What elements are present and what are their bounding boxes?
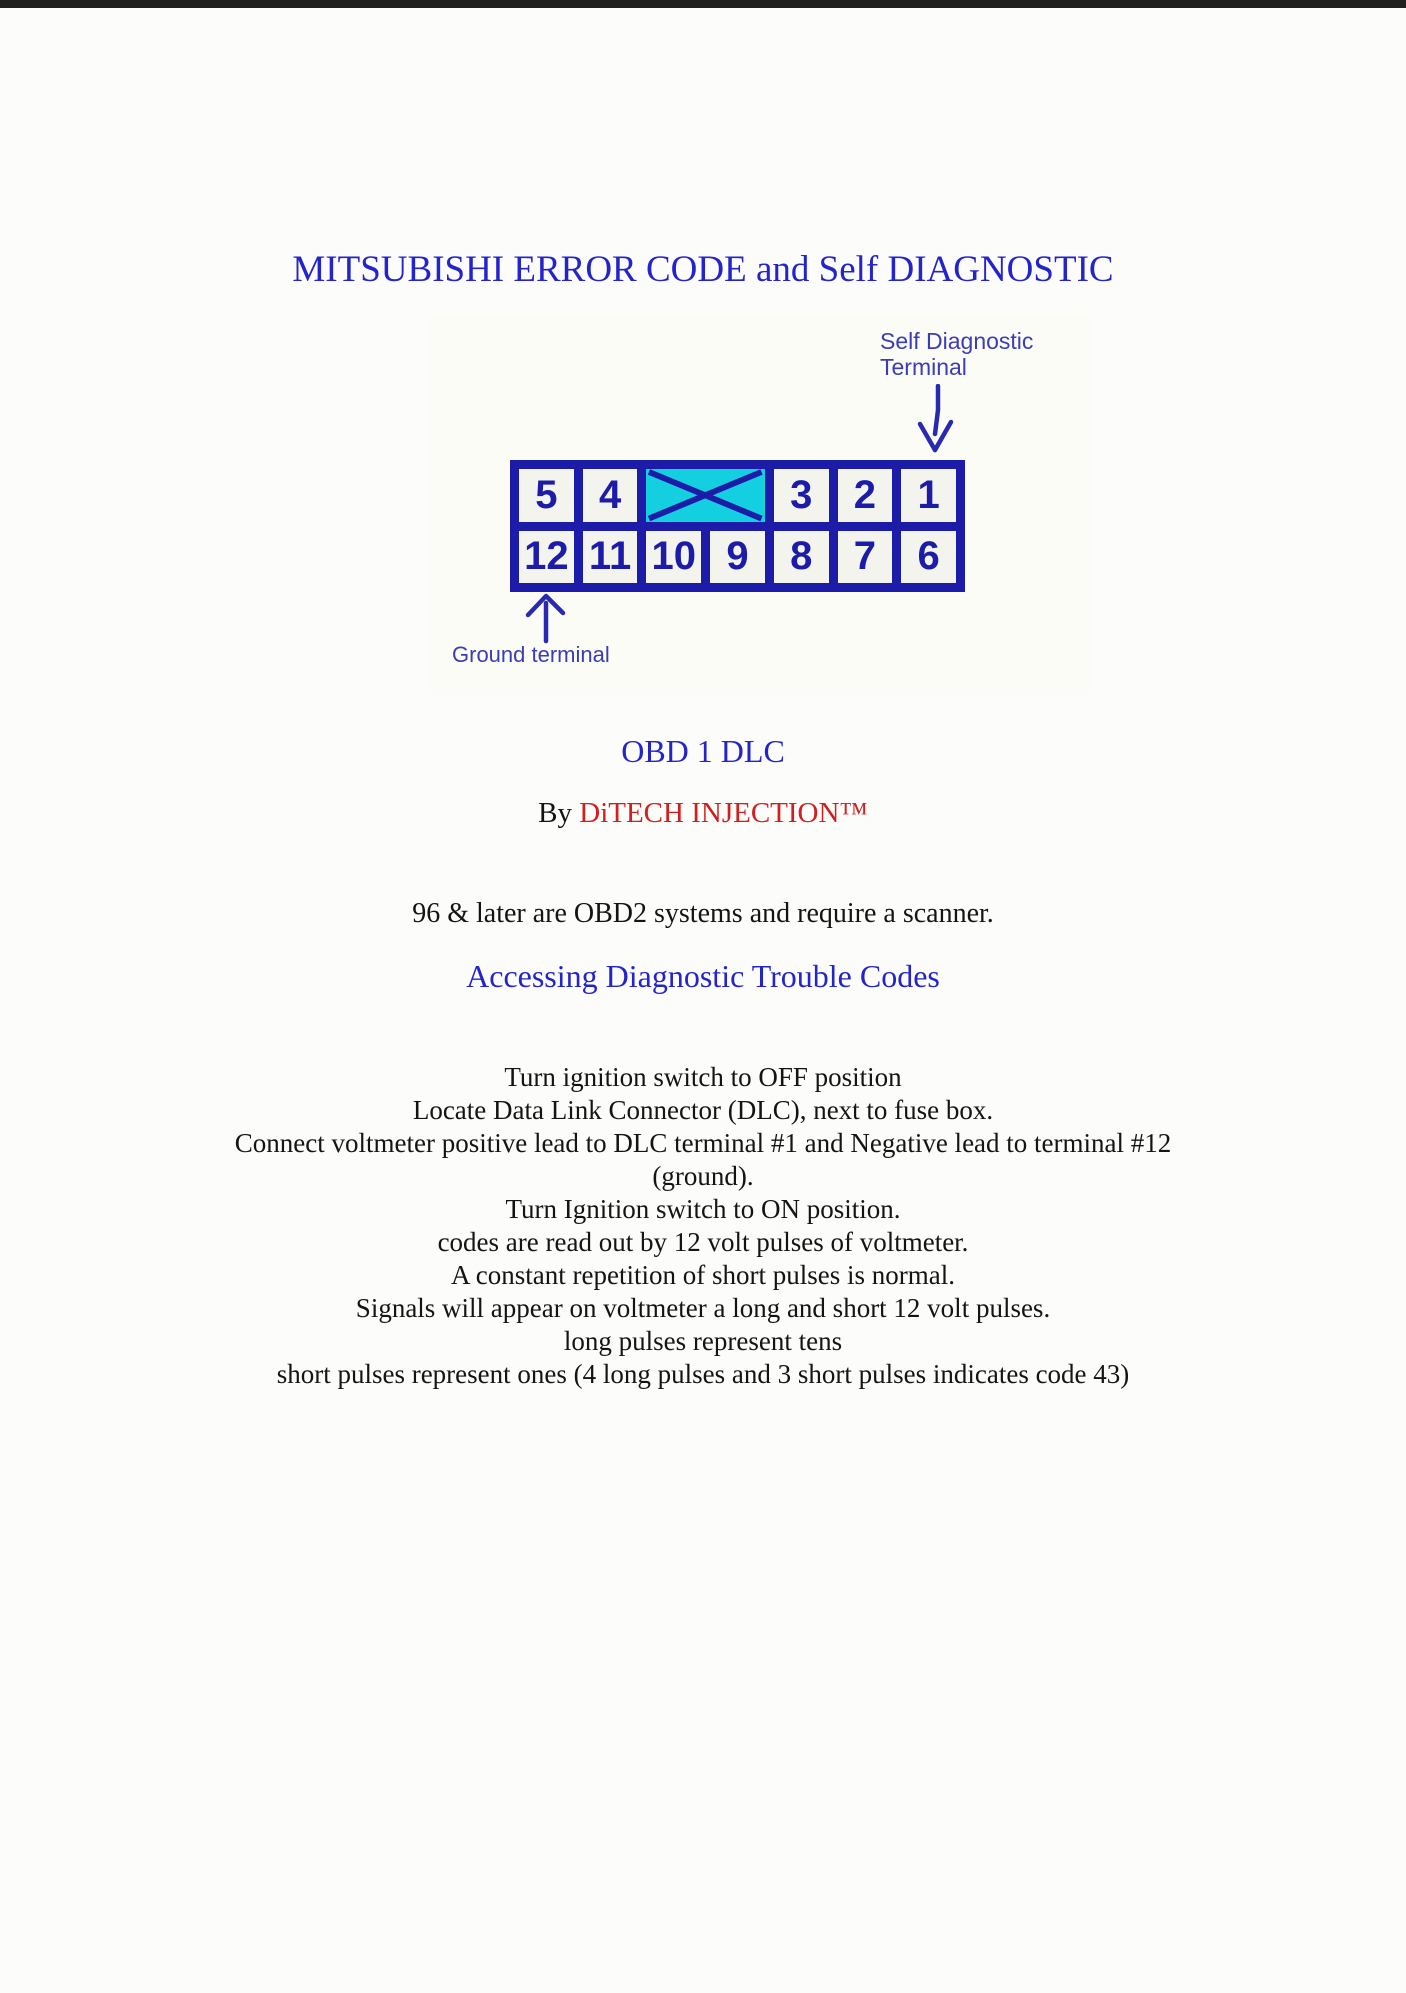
dlc-diagram [430,315,1090,690]
accessing-codes-heading: Accessing Diagnostic Trouble Codes [466,958,940,994]
terminal-cell-11: 11 [583,531,638,584]
page-title: MITSUBISHI ERROR CODE and Self DIAGNOSTIC [292,249,1114,290]
instruction-line: short pulses represent ones (4 long pulses and 3 short pulses indicates code 43) [276,1359,1130,1389]
instruction-line: Locate Data Link Connector (DLC), next to fuse box. [412,1095,994,1125]
obd1-dlc-heading: OBD 1 DLC [621,733,785,769]
terminal-cell-2: 2 [838,469,893,522]
byline [0,797,1406,830]
self-diagnostic-label-line1: Self Diagnostic [880,328,1034,354]
instruction-line: Turn Ignition switch to ON position. [505,1194,901,1224]
terminal-cell-5: 5 [519,469,574,522]
instruction-line: Connect voltmeter positive lead to DLC terminal #1 and Negative lead to terminal #12 [234,1128,1172,1158]
self-diagnostic-label-line2: Terminal [880,354,967,380]
terminal-cell-8: 8 [774,531,829,584]
byline-prefix: By [538,797,580,829]
self-diagnostic-terminal-label [880,328,1033,380]
x-mark-icon [646,469,764,522]
down-arrow-icon [904,384,960,456]
instruction-line: (ground). [652,1161,754,1191]
terminal-cell-12: 12 [519,531,574,584]
instruction-line: A constant repetition of short pulses is normal. [451,1260,955,1290]
up-arrow-icon [516,591,572,645]
instruction-line: Turn ignition switch to OFF position [504,1062,902,1092]
instruction-line: long pulses represent tens [563,1326,843,1356]
terminal-cell-7: 7 [838,531,893,584]
terminal-cell-9: 9 [710,531,765,584]
unused-crossed-cell [646,469,764,522]
instructions-block [0,1061,1406,1391]
ground-terminal-label: Ground terminal [452,642,610,667]
obd2-note: 96 & later are OBD2 systems and require a scanner. [412,898,994,929]
terminal-cell-6: 6 [901,531,956,584]
terminal-cell-1: 1 [901,469,956,522]
terminal-cell-4: 4 [583,469,638,522]
window-top-bar [0,0,1406,8]
instruction-line: codes are read out by 12 volt pulses of voltmeter. [437,1227,969,1257]
terminal-cell-10: 10 [646,531,701,584]
dlc-connector [510,460,965,592]
byline-brand: DiTECH INJECTION™ [579,797,868,829]
instruction-line: Signals will appear on voltmeter a long and short 12 volt pulses. [355,1293,1051,1323]
terminal-cell-3: 3 [774,469,829,522]
